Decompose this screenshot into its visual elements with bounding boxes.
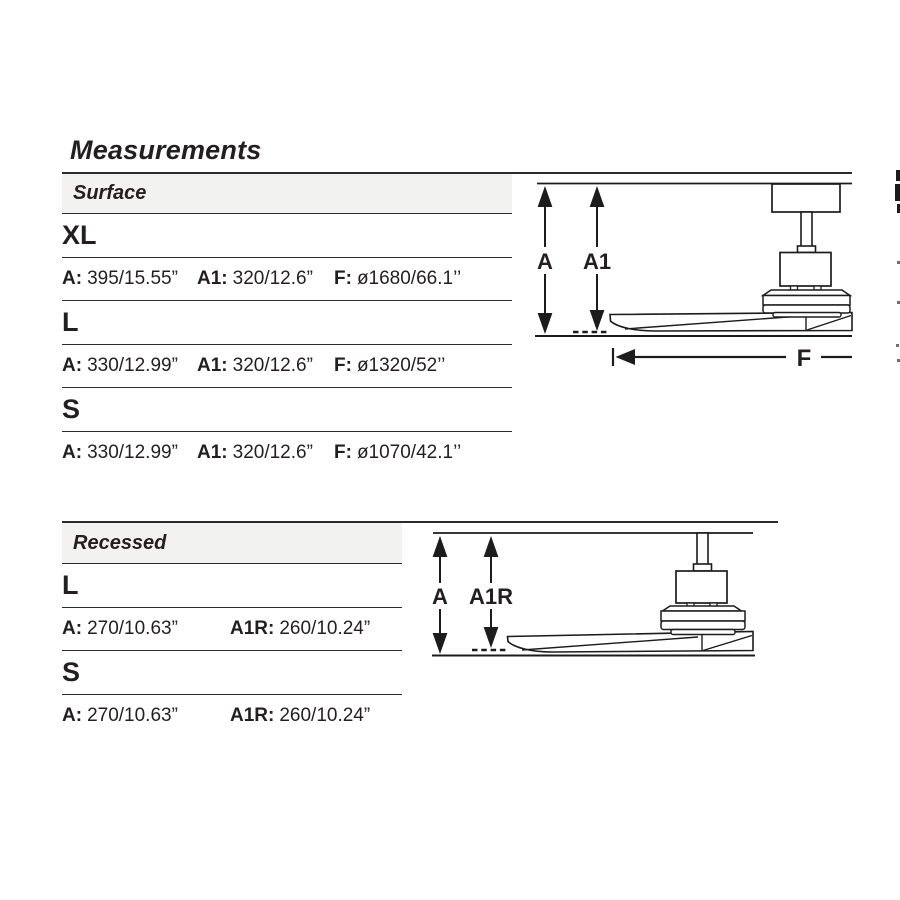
recessed-size-table [62,564,402,737]
arrowhead-down [538,313,553,334]
dim-f-label: F [796,345,812,372]
ceiling-mount-box [772,184,840,212]
spec-f: F: ø1320/52’’ [334,355,446,376]
housing-band-upper [661,611,745,621]
size-heading-xl: XL [62,214,512,258]
spec-a1: A1: 320/12.6” [197,442,313,463]
downrod-collar [694,564,712,571]
housing-band-lower [661,621,745,630]
recessed-section-header [62,523,402,564]
spec-a: A: 270/10.63” [62,705,178,726]
surface-fan-diagram [528,158,863,373]
dimension-a1 [578,186,616,331]
fan-downrod [801,212,812,247]
spec-a1: A1: 320/12.6” [197,268,313,289]
recessed-section-label: Recessed [73,531,167,554]
arrowhead-up [538,186,553,207]
dim-a-label: A [537,249,553,274]
dim-a-label: A [432,584,448,609]
dimension-f [613,345,852,372]
dim-a1r-label: A1R [468,584,514,609]
spec-a: A: 270/10.63” [62,618,178,639]
spec-a1r: A1R: 260/10.24” [230,705,371,726]
edge-fragment [896,170,900,181]
spec-f: F: ø1070/42.1’’ [334,442,462,463]
fan-downrod [697,533,708,565]
dimension-a1r [465,536,517,648]
edge-fragment [896,344,899,347]
arrowhead-down [433,633,448,654]
size-heading-l: L [62,564,402,608]
housing-bottom-cap [671,630,735,635]
spec-f: F: ø1680/66.1’’ [334,268,462,289]
dimension-a [533,186,557,334]
housing-band-upper [763,296,850,306]
recessed-fan-diagram [415,515,785,670]
housing-flange [763,290,850,296]
spec-a1: A1: 320/12.6” [197,355,313,376]
surface-section-header [62,174,512,214]
arrowhead-down [590,310,605,331]
spec-row-s [62,695,402,737]
spec-row-xl [62,258,512,301]
arrowhead-up [590,186,605,207]
arrowhead-up [484,536,499,557]
dim-a1-label: A1 [582,249,612,274]
fan-motor-housing [780,253,831,287]
spec-row-l [62,345,512,388]
downrod-collar [798,246,816,253]
arrowhead-down [484,627,499,648]
edge-fragment [895,184,900,201]
arrowhead-left [616,349,636,365]
surface-section-label: Surface [73,182,147,204]
spec-row-l [62,608,402,651]
spec-a: A: 330/12.99” [62,355,178,376]
arrowhead-up [433,536,448,557]
fan-motor-housing [676,571,727,603]
surface-size-table [62,214,512,474]
page-title: Measurements [70,135,262,165]
size-heading-l: L [62,301,512,345]
spec-a: A: 330/12.99” [62,442,178,463]
spec-row-s [62,432,512,474]
dimension-a [428,536,452,654]
size-heading-s: S [62,651,402,695]
spec-a1r: A1R: 260/10.24” [230,618,371,639]
housing-bottom-cap [773,313,841,318]
spec-a: A: 395/15.55” [62,268,178,289]
size-heading-s: S [62,388,512,432]
